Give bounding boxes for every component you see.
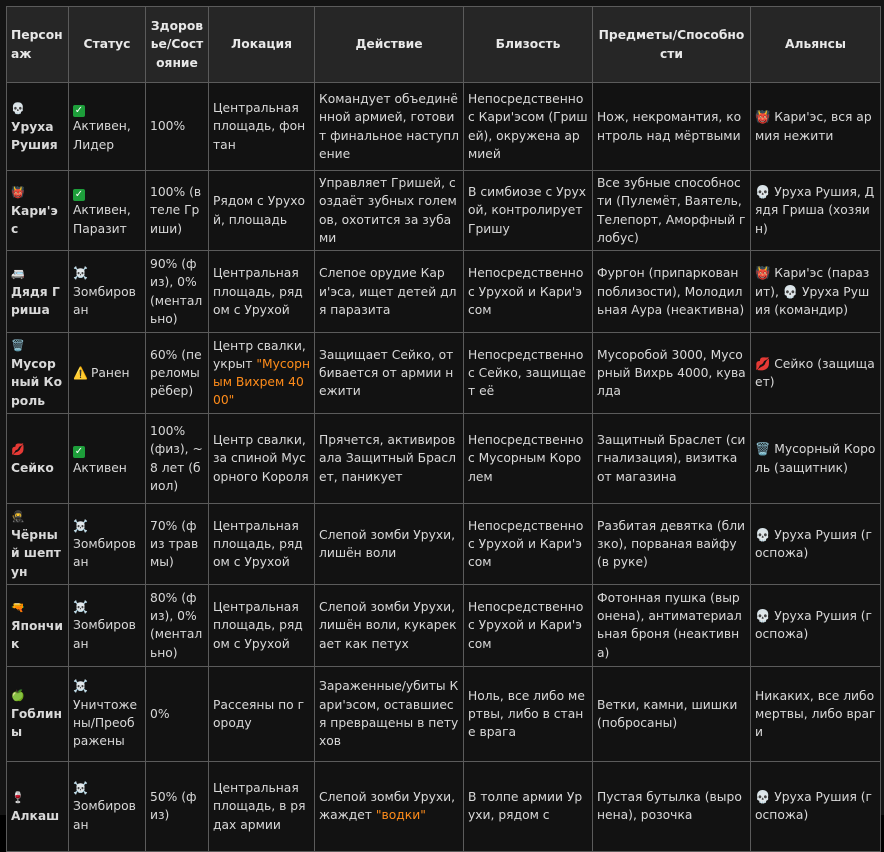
alliances-text: 💀 Уруха Рушия (госпожа) xyxy=(755,790,873,823)
character-cell xyxy=(7,584,69,666)
header-character: Персонаж xyxy=(7,7,69,83)
proximity-text: В симбиозе с Урухой, контролирует Гришу xyxy=(468,185,587,236)
table-row-alkash xyxy=(7,761,881,851)
health-cell xyxy=(146,83,209,171)
location-cell xyxy=(209,251,315,333)
health-cell xyxy=(146,584,209,666)
action-cell xyxy=(315,333,464,414)
character-cell xyxy=(7,761,69,851)
character-emoji-icon: 💀 xyxy=(11,101,25,115)
location-text: Центр свалки, за спиной Мусорного Короля xyxy=(213,433,309,484)
check-mark-icon: ✓ xyxy=(74,189,84,201)
action-cell xyxy=(315,83,464,171)
status-text: Зомбирован xyxy=(73,799,136,832)
table-header-row xyxy=(7,7,881,83)
character-name: Япончик xyxy=(11,618,63,651)
action-text: Зараженные/убиты Кари'эсом, оставшиеся превращены в петухов xyxy=(319,679,459,749)
status-text: Зомбирован xyxy=(73,536,136,570)
items-text: Нож, некромантия, контроль над мёртвыми xyxy=(597,110,742,143)
status-text: Зомбирован xyxy=(73,618,136,651)
header-health: Здоровье/Состояние xyxy=(146,7,209,83)
alliances-text: 💀 Уруха Рушия (госпожа) xyxy=(755,527,873,561)
location-text: Центральная площадь, рядом с Урухой xyxy=(213,266,303,317)
status-cell xyxy=(69,414,146,504)
status-text: Ранен xyxy=(90,365,130,380)
items-text: Все зубные способности (Пулемёт, Ваятель, Телепорт, Аморфный глобус) xyxy=(597,176,746,245)
items-cell xyxy=(593,83,751,171)
location-text: Рядом с Урухой, площадь xyxy=(213,194,306,227)
status-text: Активен, Паразит xyxy=(73,203,131,236)
items-cell xyxy=(593,171,751,251)
alliances-text: Никаких, все либо мертвы, либо враги xyxy=(755,688,876,740)
location-cell xyxy=(209,584,315,666)
location-cell xyxy=(209,171,315,251)
alliances-cell xyxy=(751,333,881,414)
character-name: Чёрный шептун xyxy=(11,528,61,579)
proximity-text: Ноль, все либо мертвы, либо в стане врага xyxy=(468,688,585,740)
proximity-text: Непосредственно с Сейко, защищает её xyxy=(468,347,586,399)
location-text: Рассеяны по городу xyxy=(213,697,305,730)
header-items: Предметы/Способности xyxy=(593,7,751,83)
status-cell xyxy=(69,83,146,171)
character-cell xyxy=(7,504,69,585)
alliances-cell xyxy=(751,83,881,171)
alliances-text: 🗑️ Мусорный Король (защитник) xyxy=(755,442,876,475)
skull-crossbones-icon: ☠️ xyxy=(73,600,88,615)
action-text: Слепой зомби Урухи, лишён воли xyxy=(319,527,456,561)
table-row-uruha xyxy=(7,83,881,171)
proximity-cell xyxy=(464,666,593,761)
status-cell xyxy=(69,171,146,251)
character-emoji-icon: 💋 xyxy=(11,442,25,456)
action-text: Слепое орудие Кари'эса, ищет детей для паразита xyxy=(319,266,457,317)
action-text: Управляет Гришей, создаёт зубных големов, охотится за зубами xyxy=(319,176,457,245)
health-text: 100% xyxy=(150,119,186,134)
items-cell xyxy=(593,761,751,851)
alliances-text: 💀 Уруха Рушия (госпожа) xyxy=(755,609,873,642)
status-cell xyxy=(69,504,146,585)
location-cell xyxy=(209,504,315,585)
items-text: Ветки, камни, шишки (побросаны) xyxy=(597,697,738,730)
check-mark-icon: ✓ xyxy=(74,105,84,117)
alliances-text: 💋 Сейко (защищает) xyxy=(755,356,875,390)
action-text: Слепой зомби Урухи, жаждет xyxy=(319,790,456,823)
table-row-black-whisperer xyxy=(7,504,881,585)
location-text: Центральная площадь, в рядах армии xyxy=(213,781,306,832)
character-name: Сейко xyxy=(11,460,54,475)
skull-crossbones-icon: ☠️ xyxy=(73,679,88,694)
status-text: Зомбирован xyxy=(73,284,136,317)
health-text: 0% xyxy=(150,706,170,721)
proximity-cell xyxy=(464,83,593,171)
proximity-cell xyxy=(464,414,593,504)
alliances-text: 👹 Кари'эс, вся армия нежити xyxy=(755,110,872,143)
table-row-goblins xyxy=(7,666,881,761)
items-text: Защитный Браслет (сигнализация), визитка от магазина xyxy=(597,433,746,484)
health-text: 50% (физ) xyxy=(150,790,197,823)
proximity-text: Непосредственно с Мусорным Королем xyxy=(468,433,584,484)
location-text: Центральная площадь, рядом с Урухой xyxy=(213,600,303,651)
proximity-cell xyxy=(464,761,593,851)
skull-crossbones-icon: ☠️ xyxy=(73,781,88,796)
alliances-cell xyxy=(751,666,881,761)
proximity-text: Непосредственно с Урухой и Кари'эсом xyxy=(468,518,584,570)
warning-icon: ⚠️ xyxy=(73,365,88,380)
character-emoji-icon: 🔫 xyxy=(11,600,25,614)
alliances-cell xyxy=(751,761,881,851)
alliances-cell xyxy=(751,171,881,251)
health-cell xyxy=(146,333,209,414)
health-cell xyxy=(146,504,209,585)
header-status: Статус xyxy=(69,7,146,83)
proximity-text: В толпе армии Урухи, рядом с xyxy=(468,790,583,823)
status-text: Активен xyxy=(73,460,127,475)
table-row-grisha xyxy=(7,251,881,333)
character-name: Дядя Гриша xyxy=(11,284,60,318)
location-cell xyxy=(209,761,315,851)
health-text: 100% (в теле Гриши) xyxy=(150,185,202,236)
proximity-text: Непосредственно с Урухой и Кари'эсом xyxy=(468,266,584,317)
header-location: Локация xyxy=(209,7,315,83)
items-text: Разбитая девятка (близко), порваная вайфу (в руке) xyxy=(597,518,746,570)
location-cell xyxy=(209,666,315,761)
action-cell xyxy=(315,666,464,761)
health-cell xyxy=(146,414,209,504)
status-cell xyxy=(69,333,146,414)
items-cell xyxy=(593,504,751,585)
proximity-cell xyxy=(464,504,593,585)
skull-crossbones-icon: ☠️ xyxy=(73,266,88,281)
action-cell xyxy=(315,414,464,504)
location-text: Центр свалки, укрыт xyxy=(213,338,306,371)
character-name: Алкаш xyxy=(11,808,60,823)
action-cell xyxy=(315,171,464,251)
header-action: Действие xyxy=(315,7,464,83)
character-cell xyxy=(7,83,69,171)
health-cell xyxy=(146,666,209,761)
character-emoji-icon: 🗑️ xyxy=(11,339,25,353)
action-text: Командует объединённой армией, готовит финальное наступление xyxy=(319,91,459,161)
character-name: Гоблины xyxy=(11,707,62,740)
character-cell xyxy=(7,414,69,504)
character-name: Уруха Рушия xyxy=(11,119,58,152)
items-cell xyxy=(593,584,751,666)
location-text: Центральная площадь, фонтан xyxy=(213,101,306,152)
character-name: Кари'эс xyxy=(11,203,58,237)
proximity-cell xyxy=(464,333,593,414)
alliances-cell xyxy=(751,584,881,666)
items-cell xyxy=(593,666,751,761)
header-proximity: Близость xyxy=(464,7,593,83)
location-cell xyxy=(209,414,315,504)
proximity-cell xyxy=(464,251,593,333)
table-body xyxy=(7,83,881,852)
alliances-text: 💀 Уруха Рушия, Дядя Гриша (хозяин) xyxy=(755,185,875,236)
action-highlight-text: "водки" xyxy=(375,808,426,823)
character-emoji-icon: 🥷 xyxy=(11,510,25,524)
location-highlight-text: "Мусорным Вихрем 4000" xyxy=(213,356,310,408)
action-cell xyxy=(315,761,464,851)
alliances-cell xyxy=(751,414,881,504)
proximity-text: Непосредственно с Урухой и Кари'эсом xyxy=(468,600,584,651)
health-text: 70% (физ травмы) xyxy=(150,518,199,570)
location-cell xyxy=(209,83,315,171)
status-cell xyxy=(69,251,146,333)
health-text: 80% (физ), 0% (ментально) xyxy=(150,590,203,660)
proximity-cell xyxy=(464,584,593,666)
characters-table xyxy=(6,6,881,852)
alliances-cell xyxy=(751,251,881,333)
items-text: Фургон (припаркован поблизости), Молодильная Аура (неактивна) xyxy=(597,266,745,317)
items-text: Пустая бутылка (выронена), розочка xyxy=(597,790,742,823)
items-text: Фотонная пушка (выронена), антиматериальная броня (неактивна) xyxy=(597,590,742,660)
skull-crossbones-icon: ☠️ xyxy=(73,518,88,533)
action-text: Слепой зомби Урухи, лишён воли, кукарекает как петух xyxy=(319,600,457,651)
table-row-karies xyxy=(7,171,881,251)
location-cell xyxy=(209,333,315,414)
proximity-text: Непосредственно с Кари'эсом (Гришей), окружена армией xyxy=(468,91,588,161)
items-cell xyxy=(593,251,751,333)
character-cell xyxy=(7,171,69,251)
items-cell xyxy=(593,414,751,504)
status-text: Активен, Лидер xyxy=(73,119,131,152)
items-text: Мусоробой 3000, Мусорный Вихрь 4000, кувалда xyxy=(597,347,746,399)
status-cell xyxy=(69,584,146,666)
check-mark-icon: ✓ xyxy=(74,446,84,458)
action-text: Защищает Сейко, отбивается от армии нежити xyxy=(319,347,454,399)
status-text: Уничтожены/Преображены xyxy=(73,697,138,749)
character-emoji-icon: 🍏 xyxy=(11,689,25,703)
character-cell xyxy=(7,666,69,761)
character-cell xyxy=(7,251,69,333)
health-cell xyxy=(146,251,209,333)
status-cell xyxy=(69,761,146,851)
character-cell xyxy=(7,333,69,414)
health-cell xyxy=(146,761,209,851)
health-text: 100% (физ), ~8 лет (биол) xyxy=(150,423,203,493)
alliances-cell xyxy=(751,504,881,585)
health-text: 90% (физ), 0% (ментально) xyxy=(150,257,203,326)
action-cell xyxy=(315,504,464,585)
table-row-seiko xyxy=(7,414,881,504)
table-row-yaponchik xyxy=(7,584,881,666)
items-cell xyxy=(593,333,751,414)
health-text: 60% (переломы рёбер) xyxy=(150,347,202,399)
character-emoji-icon: 🍷 xyxy=(11,790,25,804)
character-emoji-icon: 👹 xyxy=(11,185,25,199)
health-cell xyxy=(146,171,209,251)
action-cell xyxy=(315,584,464,666)
action-text: Прячется, активировала Защитный Браслет, паникует xyxy=(319,433,457,484)
location-text: Центральная площадь, рядом с Урухой xyxy=(213,518,303,570)
character-emoji-icon: 🚐 xyxy=(11,266,25,280)
proximity-cell xyxy=(464,171,593,251)
action-cell xyxy=(315,251,464,333)
table-row-trash-king xyxy=(7,333,881,414)
alliances-text: 👹 Кари'эс (паразит), 💀 Уруха Рушия (командир) xyxy=(755,266,870,317)
header-alliances: Альянсы xyxy=(751,7,881,83)
status-cell xyxy=(69,666,146,761)
character-name: Мусорный Король xyxy=(11,357,63,408)
